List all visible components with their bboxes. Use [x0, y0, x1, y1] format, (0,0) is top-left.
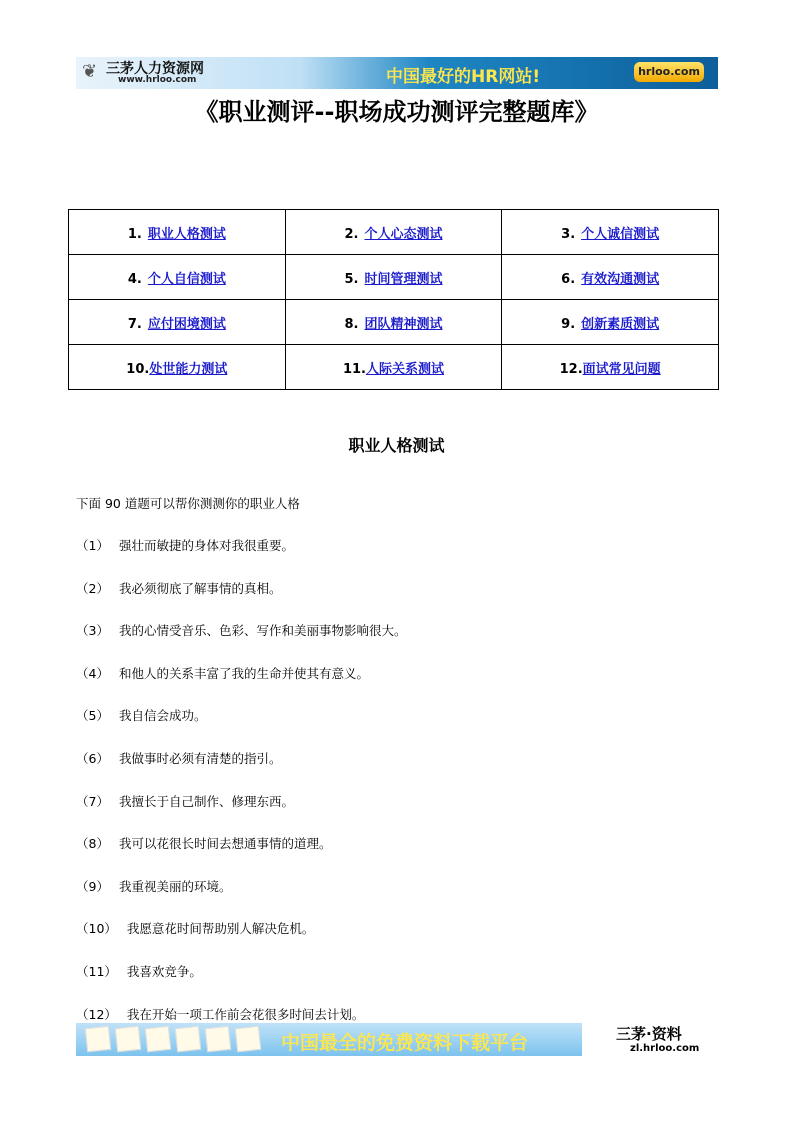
toc-number: 10.	[126, 361, 150, 377]
question-text: 和他人的关系丰富了我的生命并使其有意义。	[118, 665, 369, 681]
question-text: 我的心情受音乐、色彩、写作和美丽事物影响很大。	[118, 623, 407, 639]
notes-decoration-icon	[86, 1027, 260, 1051]
question-text: 我必须彻底了解事情的真相。	[118, 580, 282, 596]
toc-cell	[502, 255, 719, 300]
toc-number: 8.	[344, 316, 359, 332]
question-item	[76, 621, 406, 639]
question-number: （9）	[76, 878, 109, 894]
question-item	[76, 664, 369, 682]
toc-link[interactable]: 创新素质测试	[581, 316, 660, 332]
question-number: （2）	[76, 580, 109, 596]
question-number: （10）	[76, 921, 117, 937]
toc-cell	[69, 255, 286, 300]
question-text: 我在开始一项工作前会花很多时间去计划。	[126, 1006, 365, 1022]
toc-row	[69, 255, 719, 300]
question-text: 我重视美丽的环境。	[118, 878, 232, 894]
question-number: （5）	[76, 708, 109, 724]
toc-link[interactable]: 面试常见问题	[582, 361, 661, 377]
question-number: （8）	[76, 836, 109, 852]
toc-link[interactable]: 个人诚信测试	[581, 226, 660, 242]
hrloo-button[interactable]: hrloo.com	[634, 62, 704, 82]
question-text: 我喜欢竞争。	[126, 964, 202, 979]
toc-link[interactable]: 个人心态测试	[364, 226, 443, 242]
toc-row	[69, 345, 719, 390]
toc-link[interactable]: 团队精神测试	[364, 316, 443, 332]
toc-number: 4.	[127, 271, 142, 287]
toc-cell	[69, 300, 286, 345]
toc-number: 2.	[344, 226, 359, 242]
question-number: （12）	[76, 1006, 117, 1022]
footer-banner[interactable]	[76, 1023, 582, 1056]
toc-link[interactable]: 个人自信测试	[147, 271, 226, 287]
page-title: 《职业测评--职场成功测评完整题库》	[194, 98, 599, 126]
section-title: 职业人格测试	[348, 436, 445, 455]
toc-number: 5.	[344, 271, 359, 287]
logo-icon: ❦	[82, 61, 98, 82]
toc-number: 9.	[561, 316, 576, 332]
question-number: （3）	[76, 623, 109, 639]
question-text: 强壮而敏捷的身体对我很重要。	[118, 538, 294, 553]
zl-hrloo-logo[interactable]: 三茅·资料 zl.hrloo.com	[616, 1025, 700, 1054]
question-number: （11）	[76, 964, 117, 979]
toc-cell	[502, 210, 719, 255]
toc-number: 12.	[559, 361, 583, 377]
footer-slogan: 中国最全的免费资料下载平台	[281, 1032, 529, 1054]
toc-cell	[502, 345, 719, 390]
question-item	[76, 1005, 364, 1023]
banner-slogan: 中国最好的HR网站!	[386, 67, 541, 87]
toc-link[interactable]: 人际关系测试	[365, 361, 444, 377]
toc-link[interactable]: 时间管理测试	[364, 271, 443, 287]
toc-cell	[69, 345, 286, 390]
toc-table	[68, 209, 719, 390]
toc-row	[69, 210, 719, 255]
toc-link[interactable]: 有效沟通测试	[581, 271, 660, 287]
toc-cell	[69, 210, 286, 255]
question-number: （6）	[76, 751, 109, 766]
question-item	[76, 919, 314, 937]
question-item	[76, 579, 281, 597]
question-text: 我可以花很长时间去想通事情的道理。	[118, 836, 332, 852]
question-text: 我自信会成功。	[118, 708, 207, 724]
question-item	[76, 792, 294, 810]
question-number: （1）	[76, 538, 109, 553]
question-item	[76, 749, 281, 767]
question-item	[76, 834, 331, 852]
question-item	[76, 706, 206, 724]
question-number: （7）	[76, 793, 109, 809]
toc-link[interactable]: 应付困境测试	[147, 316, 226, 332]
toc-number: 3.	[561, 226, 576, 242]
question-number: （4）	[76, 665, 109, 681]
question-item	[76, 962, 202, 980]
toc-cell	[285, 255, 502, 300]
toc-row	[69, 300, 719, 345]
intro-text: 下面 90 道题可以帮你测测你的职业人格	[76, 496, 300, 511]
question-text: 我擅长于自己制作、修理东西。	[118, 793, 294, 809]
header-banner[interactable]	[76, 57, 718, 89]
toc-number: 11.	[342, 361, 366, 377]
toc-number: 7.	[127, 316, 142, 332]
question-item	[76, 877, 231, 895]
toc-cell	[502, 300, 719, 345]
toc-link[interactable]: 职业人格测试	[147, 226, 226, 242]
toc-cell	[285, 300, 502, 345]
toc-number: 1.	[127, 226, 142, 242]
question-text: 我做事时必须有清楚的指引。	[118, 751, 282, 766]
question-item	[76, 536, 294, 554]
question-text: 我愿意花时间帮助别人解决危机。	[126, 921, 315, 937]
toc-link[interactable]: 处世能力测试	[149, 361, 228, 377]
hrloo-logo: ❦ 三茅人力资源网 www.hrloo.com	[82, 61, 204, 85]
toc-cell	[285, 345, 502, 390]
toc-cell	[285, 210, 502, 255]
toc-number: 6.	[561, 271, 576, 287]
